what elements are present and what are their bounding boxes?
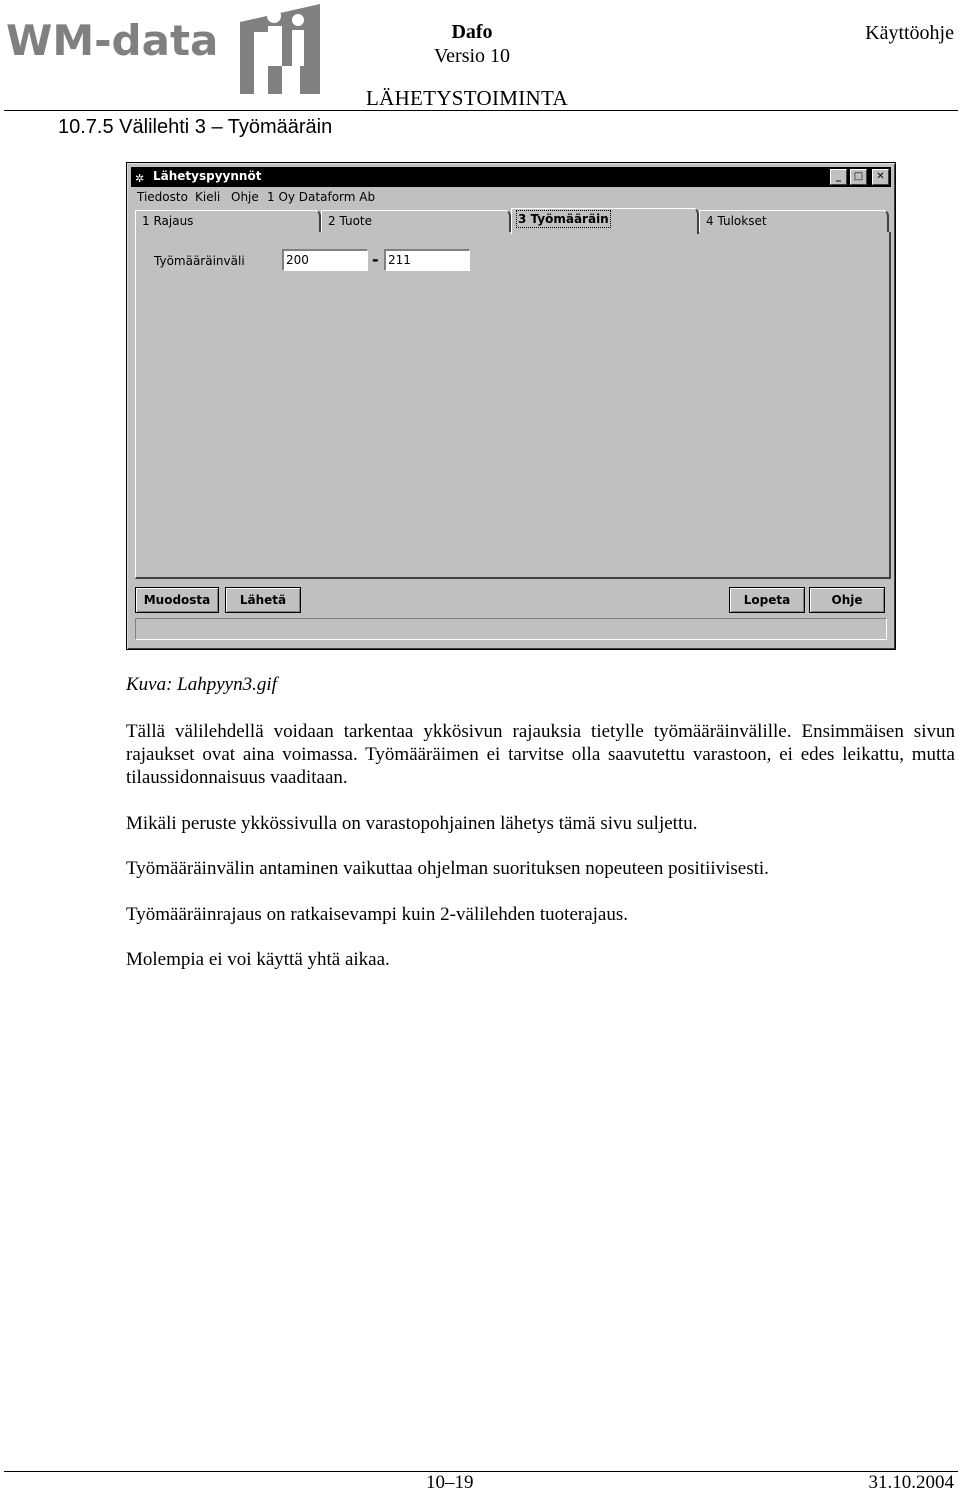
maximize-icon[interactable]: □ (850, 169, 867, 185)
muodosta-button[interactable]: Muodosta (135, 587, 219, 613)
product-name: Dafo (451, 21, 493, 43)
wm-data-logo (4, 2, 320, 96)
tab-strip (135, 208, 891, 232)
logo-figures-icon (236, 2, 322, 96)
status-bar (135, 618, 887, 640)
tab-tyomaarain[interactable] (511, 208, 699, 234)
logo-text: WM-data (6, 16, 219, 65)
menu-tiedosto[interactable]: Tiedosto (137, 190, 188, 204)
paragraph-5: Molempia ei voi käyttä yhtä aikaa. (126, 949, 390, 970)
range-to-input[interactable]: 211 (384, 249, 470, 271)
footer-divider (4, 1471, 958, 1472)
document-date: 31.10.2004 (868, 1472, 954, 1493)
tab-panel (135, 232, 891, 579)
paragraph-1: Tällä välilehdellä voidaan tarkentaa ykkösivun rajauksia tietylle työmääräinvälille. Ensimmäisen sivun rajaukset ovat aina voimassa. Työmääräimen ei tarvitse olla saavutettu varastoon, ei edes leikattu, mutta tilaussidonnaisuus vaaditaan. (126, 721, 955, 788)
tab-tuote[interactable]: 2 Tuote (321, 210, 511, 232)
page-number: 10–19 (426, 1472, 474, 1493)
dialog-window (126, 162, 896, 650)
range-label: Työmääräinväli (154, 254, 245, 268)
menu-ohje[interactable]: Ohje (231, 190, 259, 204)
ohje-button[interactable]: Ohje (809, 587, 885, 613)
paragraph-4: Työmääräinrajaus on ratkaisevampi kuin 2-välilehden tuoterajaus. (126, 904, 628, 925)
chapter-name: LÄHETYSTOIMINTA (366, 86, 568, 110)
system-menu-icon[interactable]: ✲ (135, 172, 145, 185)
product-version: Versio 10 (433, 45, 511, 67)
doc-type: Käyttöohje (865, 22, 954, 44)
header-center (372, 20, 572, 68)
menu-kieli[interactable]: Kieli (195, 190, 221, 204)
minimize-icon[interactable]: _ (830, 169, 847, 185)
figure-caption: Kuva: Lahpyyn3.gif (126, 674, 277, 695)
title-bar[interactable] (131, 167, 891, 187)
paragraph-3: Työmääräinvälin antaminen vaikuttaa ohjelman suorituksen nopeuteen positiivisesti. (126, 858, 769, 879)
tab-tyomaarain-label: 3 Työmääräin (518, 212, 609, 226)
range-from-input[interactable]: 200 (282, 249, 368, 271)
lopeta-button[interactable]: Lopeta (729, 587, 805, 613)
tab-tulokset[interactable]: 4 Tulokset (699, 210, 889, 232)
section-title: 10.7.5 Välilehti 3 – Työmääräin (58, 116, 333, 138)
menu-company[interactable]: 1 Oy Dataform Ab (267, 190, 376, 204)
header-divider (4, 110, 958, 111)
laheta-button[interactable]: Lähetä (225, 587, 301, 613)
range-separator: - (372, 250, 379, 269)
tab-rajaus[interactable]: 1 Rajaus (135, 210, 321, 232)
window-title: Lähetyspyynnöt (153, 169, 262, 183)
close-icon[interactable]: ✕ (872, 169, 889, 185)
paragraph-2: Mikäli peruste ykkössivulla on varastopohjainen lähetys tämä sivu suljettu. (126, 813, 698, 834)
